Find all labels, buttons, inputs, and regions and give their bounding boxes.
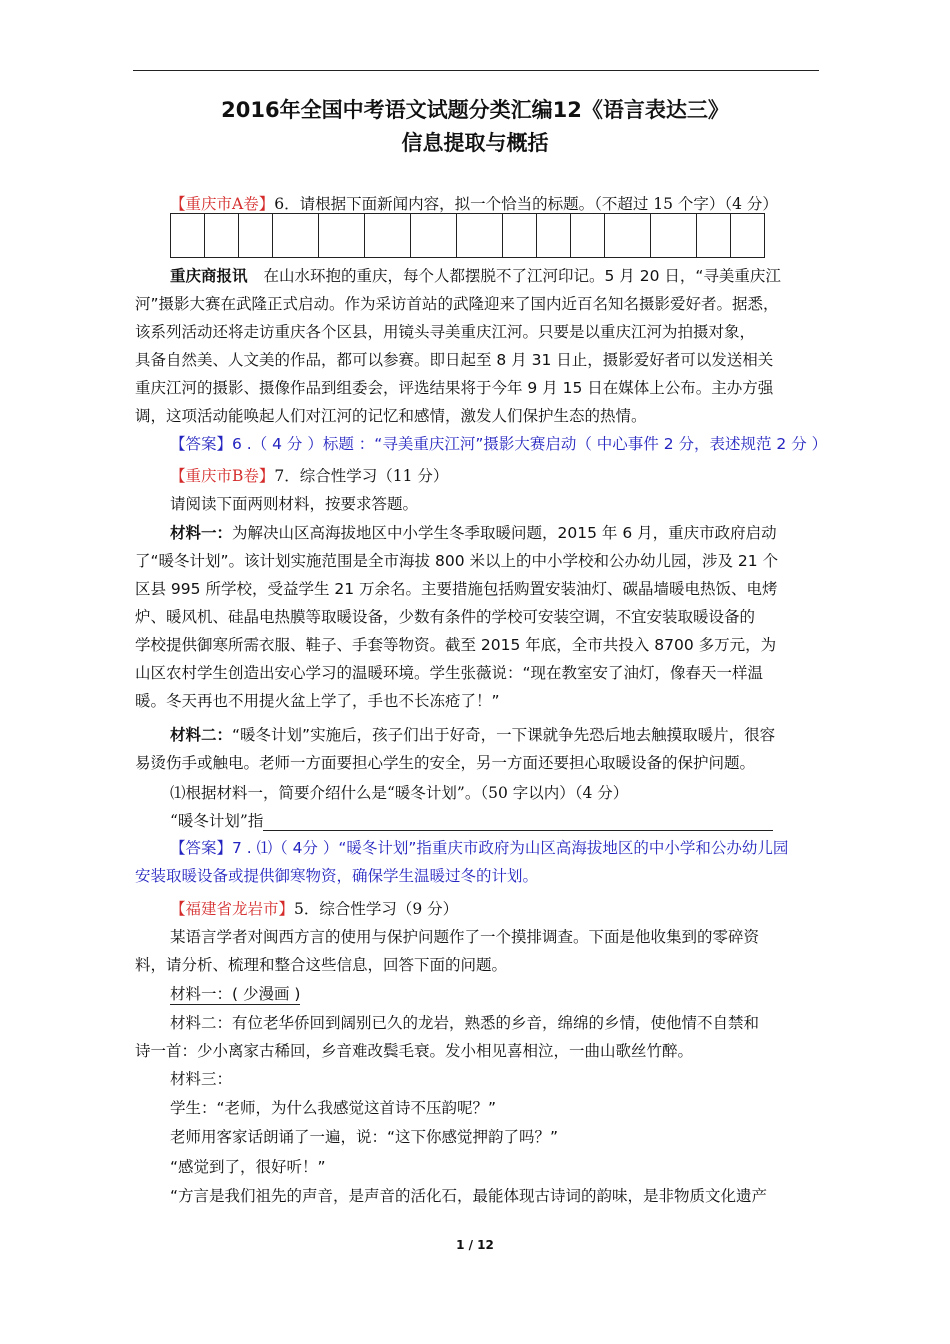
- grid-cell[interactable]: [571, 214, 605, 257]
- q5-source-tag: 【福建省龙岩市】: [170, 900, 295, 918]
- q6-source-tag: 【重庆市A卷】: [170, 195, 275, 213]
- grid-cell[interactable]: [273, 214, 319, 257]
- q7-answer-line-2: 安装取暖设备或提供御寒物资，确保学生温暖过冬的计划。: [135, 867, 539, 885]
- answer-blank[interactable]: [263, 814, 773, 831]
- material1-line-3: 区县 995 所学校，受益学生 21 万余名。主要措施包括购置安装油灯、碳晶墙暖电热饭、电烤: [135, 580, 778, 598]
- material1-line-2: 了“暖冬计划”。该计划实施范围是全市海拔 800 米以上的中小学校和公办幼儿园，涉及 21 个: [135, 552, 779, 570]
- material1-line-5: 学校提供御寒所需衣服、鞋子、手套等物资。截至 2015 年底，全市共投入 8700 多万元，为: [135, 636, 777, 654]
- q7-prompt: 7．综合性学习（11 分）: [274, 467, 449, 485]
- news-line-3: 该系列活动还将走访重庆各个区县，用镜头寻美重庆江河。只要是以重庆江河为拍摄对象，: [135, 323, 756, 341]
- news-line-5: 重庆江河的摄影、摄像作品到组委会，评选结果将于今年 9 月 15 日在媒体上公布。主办方强: [135, 379, 774, 397]
- grid-cell[interactable]: [697, 214, 731, 257]
- q7-source-tag: 【重庆市B卷】: [170, 467, 275, 485]
- dialogue-line-2: 老师用客家话朗诵了一遍，说：“这下你感觉押韵了吗？”: [170, 1128, 559, 1146]
- news-source: 重庆商报讯: [170, 267, 248, 285]
- q7-answer-line-1: 【答案】7 . ⑴（ 4分 ）“暖冬计划”指重庆市政府为山区高海拔地区的中小学和公办幼儿园: [170, 839, 789, 857]
- answer-grid[interactable]: [170, 213, 765, 258]
- document-title: 2016年全国中考语文试题分类汇编12《语言表达三》: [221, 98, 729, 122]
- q7-instruction: 请阅读下面两则材料，按要求答题。: [170, 495, 419, 513]
- grid-cell[interactable]: [205, 214, 239, 257]
- q7-subquestion-1: ⑴根据材料一，简要介绍什么是“暖冬计划”。（50 字以内）（4 分）: [170, 784, 629, 802]
- material1-label: 材料一：: [170, 524, 233, 542]
- q5-prompt: 5．综合性学习（9 分）: [294, 900, 459, 918]
- grid-cell[interactable]: [503, 214, 537, 257]
- dialogue-line-4: “方言是我们祖先的声音，是声音的活化石，最能体现古诗词的韵味，是非物质文化遗产: [170, 1187, 768, 1205]
- grid-cell[interactable]: [411, 214, 457, 257]
- material1-text: 为解决山区高海拔地区中小学生冬季取暖问题，2015 年 6 月，重庆市政府启动: [232, 524, 777, 542]
- material1-line-7: 暖。冬天再也不用提火盆上学了，手也不长冻疮了！”: [135, 692, 500, 710]
- grid-cell[interactable]: [171, 214, 205, 257]
- news-text: 在山水环抱的重庆，每个人都摆脱不了江河印记。5 月 20 日，“寻美重庆江: [263, 267, 781, 285]
- news-line-2: 河”摄影大赛在武隆正式启动。作为采访首站的武隆迎来了国内近百名知名摄影爱好者。据悉，: [135, 295, 779, 313]
- material2-line-1: [170, 725, 775, 745]
- header-rule: [133, 70, 819, 71]
- material1-line-4: 炉、暖风机、硅晶电热膜等取暖设备，少数有条件的学校可安装空调，不宜安装取暖设备的: [135, 608, 756, 626]
- news-line-1: [170, 266, 781, 286]
- grid-cell[interactable]: [319, 214, 365, 257]
- q7-heading: [170, 466, 448, 486]
- q7-fill-line: [170, 811, 773, 831]
- q5-intro-line-1: 某语言学者对闽西方言的使用与保护问题作了一个摸排调查。下面是他收集到的零碎资: [170, 928, 760, 946]
- material2-text: “暖冬计划”实施后，孩子们出于好奇，一下课就争先恐后地去触摸取暖片，很容: [232, 726, 776, 744]
- material1-line-6: 山区农村学生创造出安心学习的温暖环境。学生张薇说：“现在教室安了油灯，像春天一样温: [135, 664, 764, 682]
- q6-heading: [170, 194, 778, 214]
- q5-heading: [170, 899, 458, 919]
- page-number: 1 / 12: [456, 1238, 494, 1252]
- grid-cell[interactable]: [537, 214, 571, 257]
- grid-cell[interactable]: [651, 214, 697, 257]
- material1-title: 材料一：( 少漫画 ): [170, 985, 301, 1003]
- grid-cell[interactable]: [365, 214, 411, 257]
- q6-prompt: 6．请根据下面新闻内容，拟一个恰当的标题。（不超过 15 个字）（4 分）: [274, 195, 778, 213]
- grid-cell[interactable]: [239, 214, 273, 257]
- fill-prefix: “暖冬计划”指: [170, 812, 264, 830]
- dialogue-line-3: “感觉到了，很好听！”: [170, 1158, 326, 1176]
- q5-material3-label: 材料三：: [170, 1070, 233, 1088]
- dialogue-line-1: 学生：“老师，为什么我感觉这首诗不压韵呢？”: [170, 1099, 497, 1117]
- material2-label: 材料二：: [170, 726, 233, 744]
- material1-line-1: [170, 523, 777, 543]
- news-line-4: 具备自然美、人文美的作品，都可以参赛。即日起至 8 月 31 日止，摄影爱好者可以发送相关: [135, 351, 774, 369]
- q5-material2-line-1: 材料二：有位老华侨回到阔别已久的龙岩，熟悉的乡音，绵绵的乡情，使他情不自禁和: [170, 1014, 760, 1032]
- q5-material2-line-2: 诗一首：少小离家古稀回，乡音难改鬓毛衰。发小相见喜相泣，一曲山歌丝竹醉。: [135, 1042, 694, 1060]
- q6-answer: 【答案】6 .（ 4 分 ）标题 ：“寻美重庆江河”摄影大赛启动（ 中心事件 2 分，表述规范 2 分 ）: [170, 435, 828, 453]
- grid-cell[interactable]: [605, 214, 651, 257]
- grid-cell[interactable]: [457, 214, 503, 257]
- material2-line-2: 易烫伤手或触电。老师一方面要担心学生的安全，另一方面还要担心取暖设备的保护问题。: [135, 754, 756, 772]
- q5-material1: [170, 984, 300, 1004]
- grid-cell[interactable]: [731, 214, 764, 257]
- document-subtitle: 信息提取与概括: [401, 131, 549, 155]
- news-line-6: 调，这项活动能唤起人们对江河的记忆和感情，激发人们保护生态的热情。: [135, 407, 647, 425]
- q5-intro-line-2: 料，请分析、梳理和整合这些信息，回答下面的问题。: [135, 956, 508, 974]
